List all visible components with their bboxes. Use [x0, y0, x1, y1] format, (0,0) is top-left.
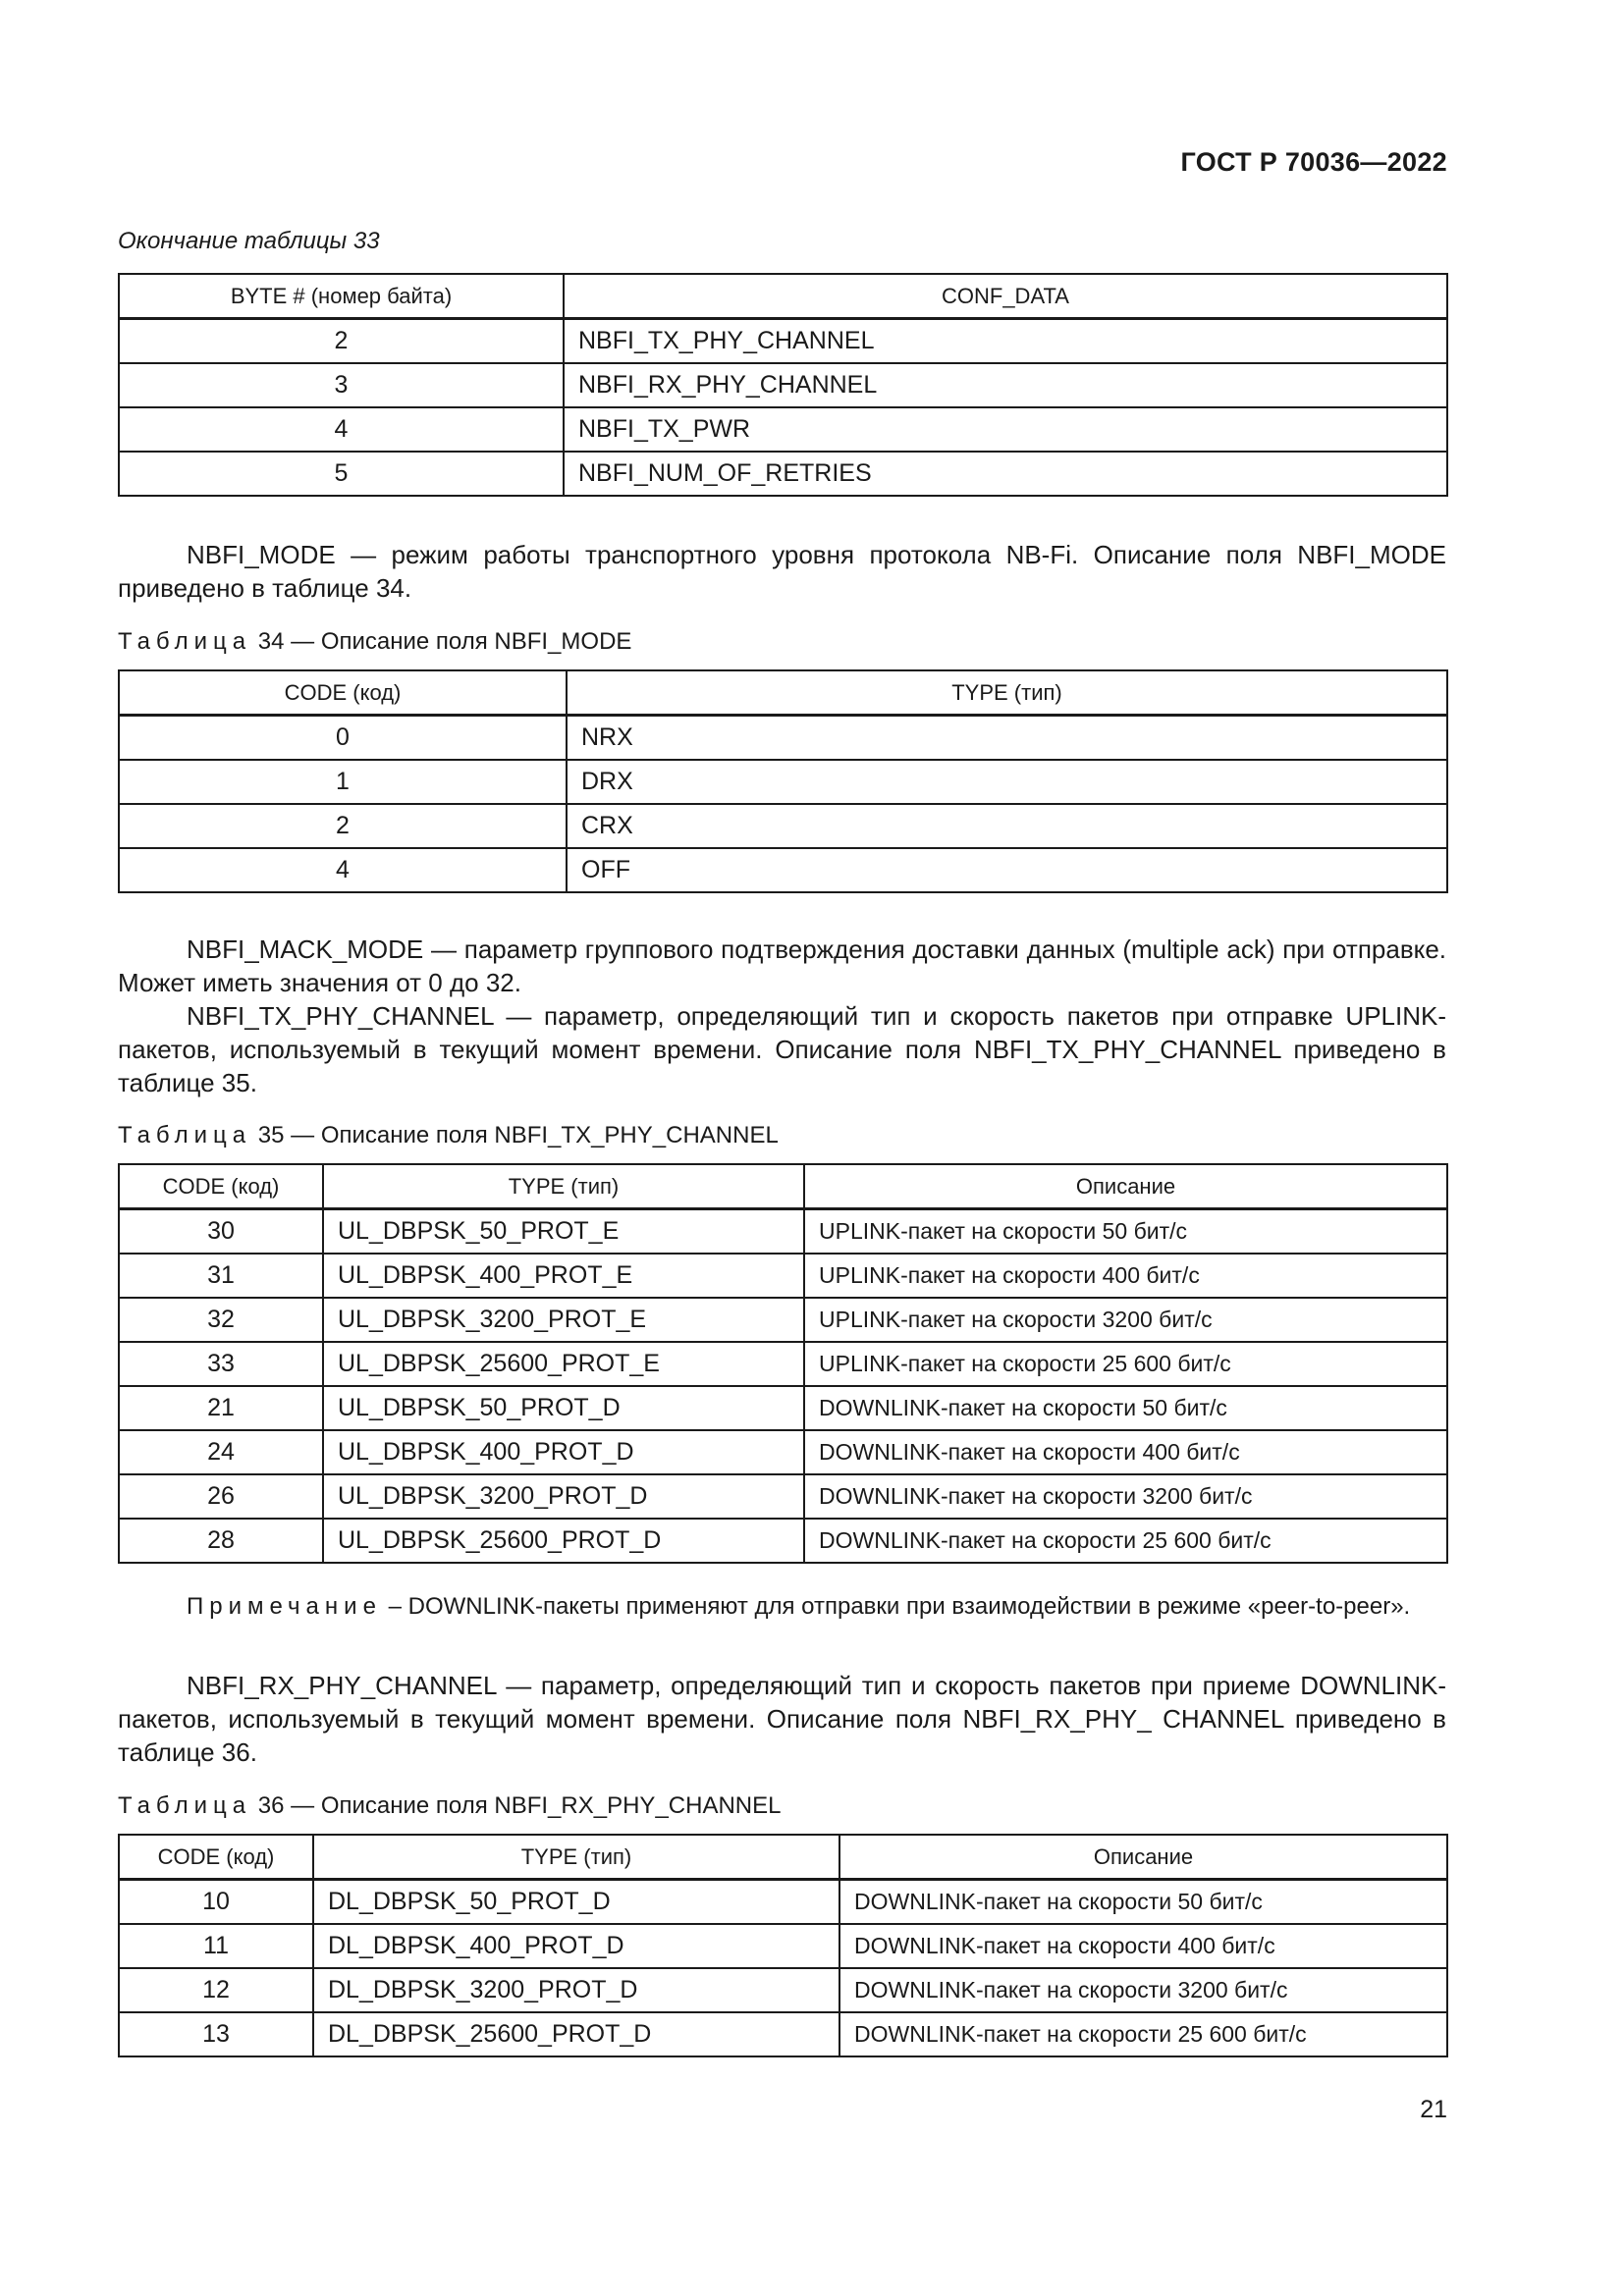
- table-cell: UPLINK-пакет на скорости 3200 бит/с: [804, 1298, 1447, 1342]
- column-header: TYPE (тип): [567, 670, 1447, 716]
- table-row: [119, 1430, 1447, 1474]
- table-cell: 3: [119, 363, 564, 407]
- table-header-row: [119, 1164, 1447, 1209]
- table-cell: 28: [119, 1519, 323, 1563]
- table-36: [118, 1834, 1448, 2057]
- column-header: TYPE (тип): [323, 1164, 804, 1209]
- paragraph-nbfi-mode: [118, 538, 1446, 605]
- column-header: CODE (код): [119, 1835, 313, 1880]
- paragraph-nbfi-tx-phy-channel: NBFI_TX_PHY_CHANNEL — параметр, определяющий тип и скорость пакетов при отправке UPLINK-пакетов, используемый в текущий момент времени. Описание поля NBFI_TX_PHY_CHANNEL приведено в таблице 35.: [118, 1001, 1446, 1097]
- table-cell: UL_DBPSK_3200_PROT_D: [323, 1474, 804, 1519]
- table-row: [119, 848, 1447, 892]
- note-label: Примечание: [187, 1593, 382, 1620]
- table-row: [119, 804, 1447, 848]
- table-cell: DL_DBPSK_400_PROT_D: [313, 1924, 839, 1968]
- column-header: Описание: [804, 1164, 1447, 1209]
- table-header-row: [119, 670, 1447, 716]
- table-cell: DOWNLINK-пакет на скорости 3200 бит/с: [839, 1968, 1447, 2012]
- table35-note: [118, 1590, 1446, 1623]
- table-cell: 13: [119, 2012, 313, 2056]
- table-header-row: [119, 1835, 1447, 1880]
- table-row: [119, 716, 1447, 761]
- table-cell: UL_DBPSK_3200_PROT_E: [323, 1298, 804, 1342]
- table-cell: UL_DBPSK_400_PROT_D: [323, 1430, 804, 1474]
- table33-continuation-caption: Окончание таблицы 33: [118, 228, 380, 254]
- table-caption-text: 36 — Описание поля NBFI_RX_PHY_CHANNEL: [257, 1792, 782, 1819]
- table-cell: UL_DBPSK_50_PROT_E: [323, 1209, 804, 1255]
- paragraphs-mack-tx: [118, 933, 1446, 1099]
- table-cell: DL_DBPSK_3200_PROT_D: [313, 1968, 839, 2012]
- table-row: [119, 1298, 1447, 1342]
- table-cell: 12: [119, 1968, 313, 2012]
- table-cell: 32: [119, 1298, 323, 1342]
- table-cell: 24: [119, 1430, 323, 1474]
- table-cell: 4: [119, 848, 567, 892]
- table-row: [119, 1880, 1447, 1925]
- table-caption-word: Таблица: [118, 1792, 252, 1819]
- table-cell: DOWNLINK-пакет на скорости 50 бит/с: [804, 1386, 1447, 1430]
- table-caption-word: Таблица: [118, 628, 252, 655]
- table-header-row: [119, 274, 1447, 319]
- paragraph-text: NBFI_MODE — режим работы транспортного уровня протокола NB-Fi. Описание поля NBFI_MODE приведено в таблице 34.: [118, 540, 1446, 603]
- table-row: [119, 1968, 1447, 2012]
- paragraph-nbfi-mack-mode: NBFI_MACK_MODE — параметр группового подтверждения доставки данных (multiple ack) при отправке. Может иметь значения от 0 до 32.: [118, 934, 1446, 997]
- table-row: [119, 1254, 1447, 1298]
- standard-designation: ГОСТ Р 70036—2022: [1180, 147, 1447, 177]
- table36-caption: [118, 1792, 781, 1820]
- table-35: [118, 1163, 1448, 1564]
- table-cell: UL_DBPSK_50_PROT_D: [323, 1386, 804, 1430]
- table-cell: DOWNLINK-пакет на скорости 50 бит/с: [839, 1880, 1447, 1925]
- page-number: 21: [1420, 2096, 1447, 2123]
- paragraph-text: NBFI_RX_PHY_CHANNEL — параметр, определяющий тип и скорость пакетов при приеме DOWNLINK-пакетов, используемый в текущий момент времени. Описание поля NBFI_RX_PHY_ CHANNEL приведено в таблице 36.: [118, 1671, 1446, 1767]
- table-row: [119, 363, 1447, 407]
- table-cell: DRX: [567, 760, 1447, 804]
- table-row: [119, 1342, 1447, 1386]
- table-caption-text: 35 — Описание поля NBFI_TX_PHY_CHANNEL: [257, 1122, 779, 1148]
- table-cell: UPLINK-пакет на скорости 50 бит/с: [804, 1209, 1447, 1255]
- table-cell: NBFI_RX_PHY_CHANNEL: [564, 363, 1447, 407]
- table-34: [118, 669, 1448, 893]
- table-cell: 10: [119, 1880, 313, 1925]
- column-header: CONF_DATA: [564, 274, 1447, 319]
- table-row: [119, 407, 1447, 452]
- table-cell: CRX: [567, 804, 1447, 848]
- table-caption-text: 34 — Описание поля NBFI_MODE: [257, 628, 632, 655]
- table-cell: NBFI_NUM_OF_RETRIES: [564, 452, 1447, 496]
- table-cell: NBFI_TX_PHY_CHANNEL: [564, 319, 1447, 364]
- table-cell: 33: [119, 1342, 323, 1386]
- table-cell: UL_DBPSK_25600_PROT_D: [323, 1519, 804, 1563]
- table-cell: UPLINK-пакет на скорости 400 бит/с: [804, 1254, 1447, 1298]
- table-cell: 5: [119, 452, 564, 496]
- table-cell: DL_DBPSK_25600_PROT_D: [313, 2012, 839, 2056]
- table-cell: DOWNLINK-пакет на скорости 25 600 бит/с: [804, 1519, 1447, 1563]
- table-33: [118, 273, 1448, 497]
- table-cell: DOWNLINK-пакет на скорости 3200 бит/с: [804, 1474, 1447, 1519]
- table-cell: 21: [119, 1386, 323, 1430]
- table-row: [119, 1924, 1447, 1968]
- table-cell: NBFI_TX_PWR: [564, 407, 1447, 452]
- table-cell: DOWNLINK-пакет на скорости 25 600 бит/с: [839, 2012, 1447, 2056]
- table-cell: 1: [119, 760, 567, 804]
- table-cell: UL_DBPSK_25600_PROT_E: [323, 1342, 804, 1386]
- table-cell: 11: [119, 1924, 313, 1968]
- column-header: CODE (код): [119, 1164, 323, 1209]
- table-cell: 30: [119, 1209, 323, 1255]
- table-cell: UL_DBPSK_400_PROT_E: [323, 1254, 804, 1298]
- table-cell: 4: [119, 407, 564, 452]
- paragraph-nbfi-rx-phy-channel: [118, 1669, 1446, 1769]
- table-cell: 2: [119, 804, 567, 848]
- table-cell: 26: [119, 1474, 323, 1519]
- table-cell: DOWNLINK-пакет на скорости 400 бит/с: [804, 1430, 1447, 1474]
- column-header: TYPE (тип): [313, 1835, 839, 1880]
- table-cell: NRX: [567, 716, 1447, 761]
- table-cell: UPLINK-пакет на скорости 25 600 бит/с: [804, 1342, 1447, 1386]
- table-row: [119, 1519, 1447, 1563]
- column-header: CODE (код): [119, 670, 567, 716]
- table-cell: OFF: [567, 848, 1447, 892]
- table-row: [119, 1209, 1447, 1255]
- table-caption-word: Таблица: [118, 1122, 252, 1148]
- table-cell: 0: [119, 716, 567, 761]
- table-row: [119, 452, 1447, 496]
- table-row: [119, 1386, 1447, 1430]
- table-row: [119, 1474, 1447, 1519]
- column-header: Описание: [839, 1835, 1447, 1880]
- column-header: BYTE # (номер байта): [119, 274, 564, 319]
- table35-caption: [118, 1122, 779, 1149]
- table-cell: DOWNLINK-пакет на скорости 400 бит/с: [839, 1924, 1447, 1968]
- note-text: – DOWNLINK-пакеты применяют для отправки при взаимодействии в режиме «peer-to-peer».: [388, 1593, 1411, 1620]
- table-row: [119, 2012, 1447, 2056]
- table-row: [119, 760, 1447, 804]
- table-cell: 31: [119, 1254, 323, 1298]
- table-cell: 2: [119, 319, 564, 364]
- table34-caption: [118, 628, 631, 656]
- table-cell: DL_DBPSK_50_PROT_D: [313, 1880, 839, 1925]
- table-row: [119, 319, 1447, 364]
